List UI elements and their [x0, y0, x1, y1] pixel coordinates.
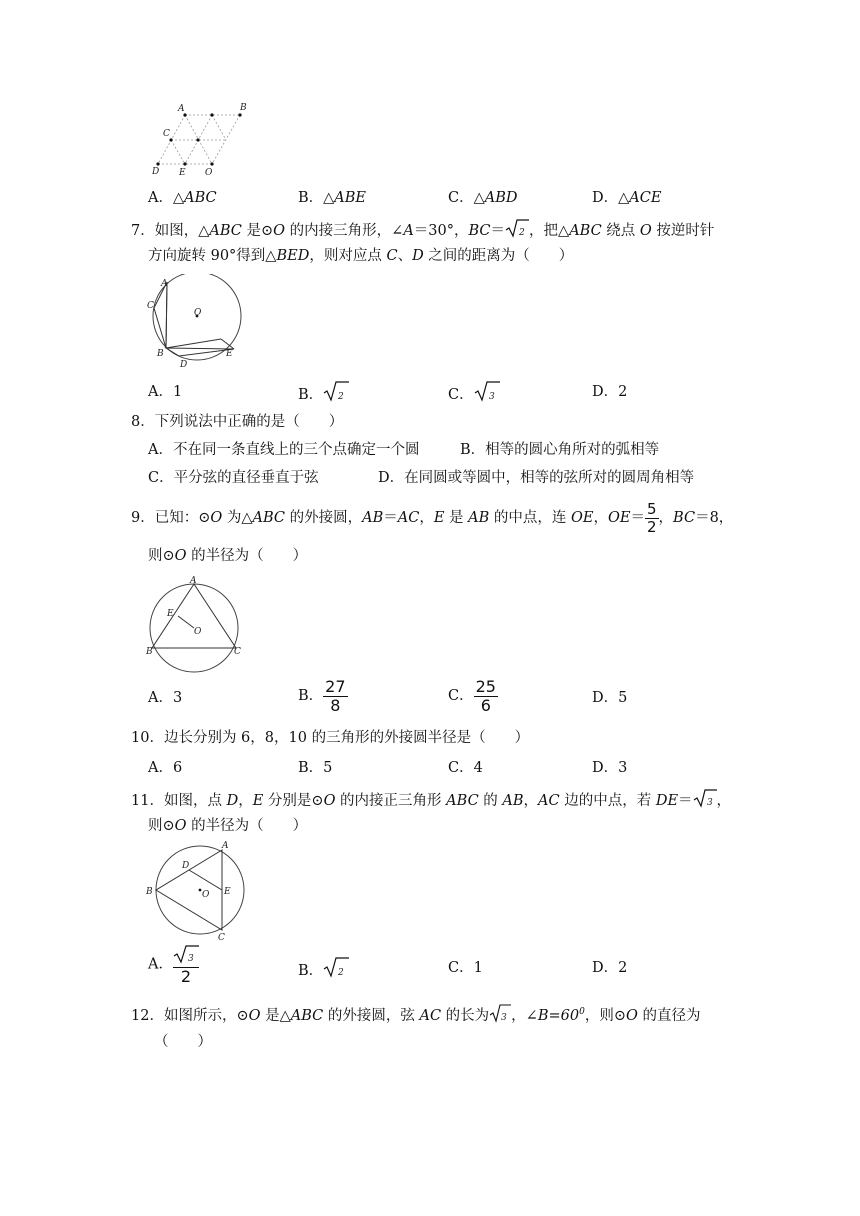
q10-option-d[interactable]: D．3 [592, 760, 628, 776]
q12-stem-line1: 12．如图所示，⊙O 是△ABC 的外接圆，弦 AC 的长为 3 ，$\angle B=60^0$，则⊙O 的直径为 [131, 1002, 700, 1029]
q10-option-a[interactable]: A．6 [148, 760, 183, 776]
point-e [183, 162, 186, 165]
svg-text:2: 2 [338, 968, 344, 978]
label-e: E [167, 609, 174, 619]
sqrt-2 [323, 380, 349, 408]
q9-option-d[interactable]: D．5 [592, 690, 628, 706]
q11-option-c[interactable]: C．1 [448, 960, 483, 976]
label-a: A [222, 841, 229, 851]
sqrt-3 [173, 944, 199, 964]
point-mid [196, 138, 199, 141]
svg-text:2: 2 [338, 392, 344, 402]
sqrt-3 [489, 1003, 511, 1029]
point-b [238, 113, 241, 116]
q9-option-b[interactable]: B． $\frac{27}{8}$ [298, 676, 346, 715]
label-a: A [190, 576, 197, 586]
label-d: D [152, 167, 160, 177]
label-a: A [178, 104, 185, 114]
label-a: A [161, 279, 168, 289]
q9-stem-line2: 则⊙O 的半径为（ ） [148, 548, 308, 564]
q11-stem-line1: 11．如图，点 D，E 分别是⊙O 的内接正三角形 ABC 的 AB，AC 边的中点，若 DE＝ 3 ， [131, 788, 731, 814]
sqrt-3 [474, 380, 500, 408]
label-b: B [157, 349, 164, 359]
q6-option-c[interactable]: C．△ABD [448, 190, 518, 206]
point-o [210, 162, 213, 165]
label-c: C [234, 647, 241, 657]
svg-text:3: 3 [488, 392, 495, 402]
q8-option-a[interactable]: A．不在同一条直线上的三个点确定一个圆 [148, 442, 420, 458]
q9-option-a[interactable]: A．3 [148, 690, 183, 706]
q7-option-c[interactable]: C． 3 [448, 380, 500, 408]
q8-stem: 8．下列说法中正确的是（ ） [131, 414, 344, 430]
sqrt-2 [505, 218, 529, 244]
label-o: O [202, 890, 210, 900]
q11-circle-figure [144, 840, 250, 944]
label-o: O [194, 308, 202, 318]
q10-option-c[interactable]: C．4 [448, 760, 483, 776]
label-e: E [224, 887, 231, 897]
label-b: B [146, 647, 153, 657]
q11-option-b[interactable]: B． 2 [298, 956, 349, 984]
label-c: C [163, 129, 170, 139]
label-c: C [147, 301, 154, 311]
point-d [156, 162, 159, 165]
q6-option-a[interactable]: A．△ABC [148, 190, 217, 206]
q9-stem-line1: 9．已知：⊙O 为△ABC 的外接圆，AB＝AC，E 是 AB 的中点，连 OE，OE＝ $\frac{5}{2}$ ，BC＝8， [131, 499, 734, 536]
fraction-5-2: $\frac{5}{2}$ [647, 499, 657, 536]
label-c: C [218, 933, 225, 943]
label-b: B [146, 887, 153, 897]
q10-stem: 10．边长分别为 6，8，10 的三角形的外接圆半径是（ ） [131, 730, 530, 746]
point-mid-top [210, 113, 213, 116]
svg-text:3: 3 [706, 798, 713, 808]
q8-option-c[interactable]: C．平分弦的直径垂直于弦 [148, 470, 319, 486]
label-d: D [182, 861, 190, 871]
label-o: O [194, 627, 202, 637]
q6-option-d[interactable]: D．△ACE [592, 190, 662, 206]
q7-option-d[interactable]: D．2 [592, 384, 628, 400]
label-o: O [205, 168, 213, 178]
label-e: E [226, 349, 233, 359]
sqrt-3 [693, 788, 717, 814]
label-d: D [180, 360, 188, 370]
q12-stem-line2: （ ） [154, 1034, 212, 1050]
label-e: E [179, 168, 186, 178]
q8-option-b[interactable]: B．相等的圆心角所对的弧相等 [460, 442, 660, 458]
q7-circle-figure [146, 274, 246, 372]
q11-option-d[interactable]: D．2 [592, 960, 628, 976]
q7-stem-line1: 7．如图，△ABC 是⊙O 的内接三角形，∠A＝30°，BC＝ 2 ，把△ABC 绕点 O 按逆时针 [131, 218, 714, 244]
svg-text:2: 2 [519, 228, 525, 238]
q6-option-b[interactable]: B．△ABE [298, 190, 367, 206]
label-b: B [240, 103, 247, 113]
q11-option-a[interactable]: A． $\frac{3}{2}$ [148, 944, 199, 985]
q10-option-b[interactable]: B．5 [298, 760, 333, 776]
q6-triangle-grid-figure [148, 100, 248, 182]
q7-option-a[interactable]: A．1 [148, 384, 183, 400]
q9-option-c[interactable]: C． $\frac{25}{6}$ [448, 676, 496, 715]
svg-text:3: 3 [187, 954, 194, 964]
q11-stem-line2: 则⊙O 的半径为（ ） [148, 818, 308, 834]
q7-stem-line2: 方向旋转 90°得到△BED，则对应点 C、D 之间的距离为（ ） [148, 248, 574, 264]
sqrt-2 [323, 956, 349, 984]
q9-circle-figure [144, 576, 244, 676]
q7-option-b[interactable]: B． 2 [298, 380, 349, 408]
q8-option-d[interactable]: D．在同圆或等圆中，相等的弦所对的圆周角相等 [378, 470, 695, 486]
svg-text:3: 3 [501, 1012, 507, 1023]
